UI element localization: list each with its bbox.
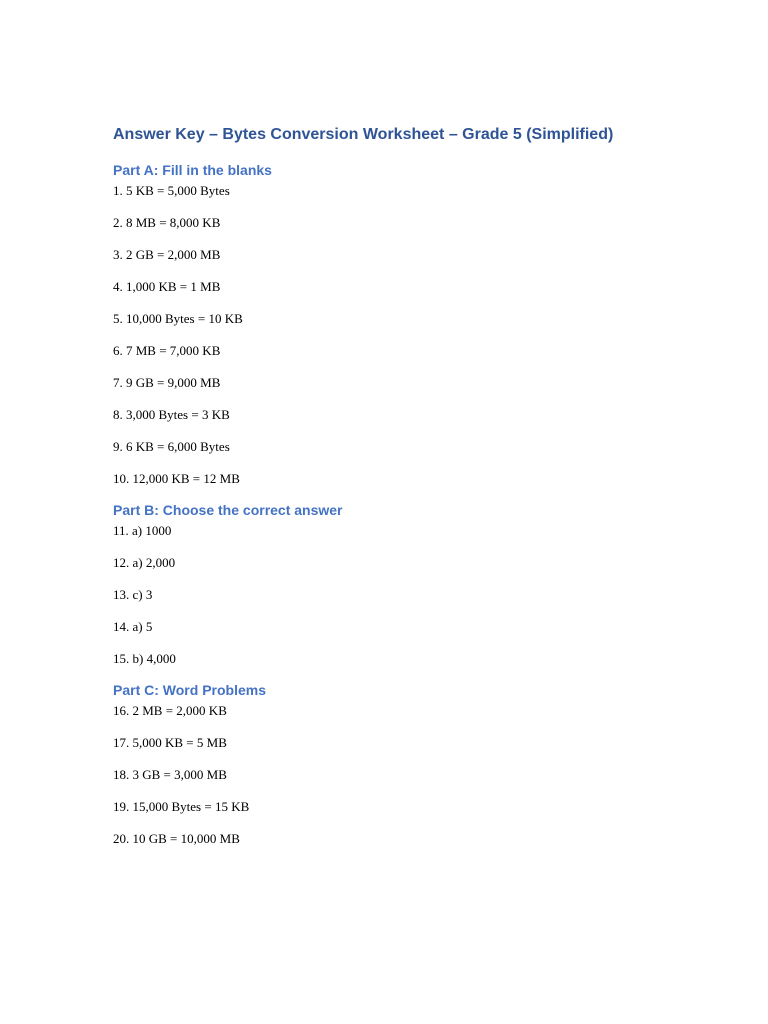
section-heading: Part C: Word Problems xyxy=(113,682,266,698)
document-title: Answer Key – Bytes Conversion Worksheet – Grade 5 (Simplified) xyxy=(113,126,614,143)
answer-item: 19. 15,000 Bytes = 15 KB xyxy=(113,799,250,814)
answer-item: 20. 10 GB = 10,000 MB xyxy=(113,831,240,846)
answer-item: 7. 9 GB = 9,000 MB xyxy=(113,375,221,390)
answer-item: 18. 3 GB = 3,000 MB xyxy=(113,767,227,782)
answer-item: 2. 8 MB = 8,000 KB xyxy=(113,215,221,230)
section-heading: Part B: Choose the correct answer xyxy=(113,502,343,518)
section-part-b xyxy=(113,500,713,668)
answer-item: 12. a) 2,000 xyxy=(113,555,176,570)
answer-item: 17. 5,000 KB = 5 MB xyxy=(113,735,227,750)
answer-list xyxy=(113,702,713,848)
answer-item: 11. a) 1000 xyxy=(113,523,172,538)
answer-item: 4. 1,000 KB = 1 MB xyxy=(113,279,221,294)
answer-item: 9. 6 KB = 6,000 Bytes xyxy=(113,439,230,454)
answer-item: 8. 3,000 Bytes = 3 KB xyxy=(113,407,230,422)
answer-item: 1. 5 KB = 5,000 Bytes xyxy=(113,183,230,198)
section-heading: Part A: Fill in the blanks xyxy=(113,162,272,178)
answer-list xyxy=(113,182,713,488)
answer-item: 5. 10,000 Bytes = 10 KB xyxy=(113,311,243,326)
answer-item: 15. b) 4,000 xyxy=(113,651,176,666)
answer-item: 16. 2 MB = 2,000 KB xyxy=(113,703,227,718)
section-part-a xyxy=(113,160,713,488)
answer-list xyxy=(113,522,713,668)
document-page xyxy=(113,124,713,860)
section-part-c xyxy=(113,680,713,848)
answer-item: 14. a) 5 xyxy=(113,619,153,634)
answer-item: 13. c) 3 xyxy=(113,587,153,602)
answer-item: 10. 12,000 KB = 12 MB xyxy=(113,471,240,486)
answer-item: 6. 7 MB = 7,000 KB xyxy=(113,343,221,358)
answer-item: 3. 2 GB = 2,000 MB xyxy=(113,247,221,262)
